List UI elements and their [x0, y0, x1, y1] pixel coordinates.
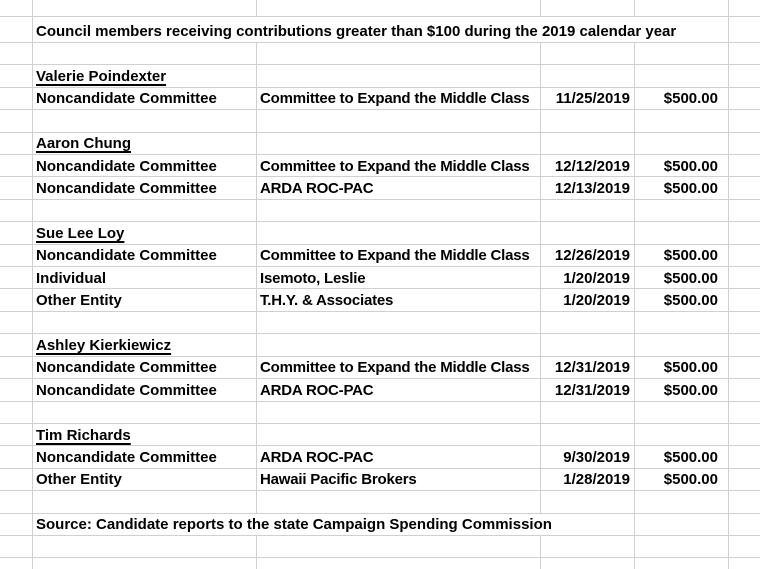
empty-cell[interactable]	[635, 200, 729, 222]
contributor-name-cell[interactable]	[257, 446, 541, 468]
amount-cell[interactable]	[635, 267, 729, 289]
empty-cell[interactable]	[257, 65, 541, 87]
sheet-row	[0, 17, 760, 43]
amount-cell-text: $500.00	[663, 180, 718, 198]
date-cell[interactable]	[541, 88, 635, 110]
empty-cell[interactable]	[0, 536, 33, 558]
date-cell-text: 12/31/2019	[554, 359, 630, 377]
contributor-name-cell[interactable]	[257, 88, 541, 110]
empty-cell[interactable]	[635, 491, 729, 513]
member-name-cell[interactable]	[33, 133, 257, 155]
date-cell-text: 11/25/2019	[555, 90, 630, 108]
empty-cell[interactable]	[729, 222, 760, 244]
empty-cell[interactable]	[729, 424, 760, 446]
empty-cell[interactable]	[33, 0, 257, 17]
empty-cell[interactable]	[729, 491, 760, 513]
empty-cell[interactable]	[635, 0, 729, 17]
empty-cell[interactable]	[729, 289, 760, 311]
amount-cell[interactable]	[635, 177, 729, 199]
sheet-row	[0, 245, 760, 267]
member-name-cell-text: Tim Richards	[36, 426, 131, 444]
empty-cell[interactable]	[635, 334, 729, 356]
contributor-type-cell-text: Noncandidate Committee	[36, 359, 217, 377]
date-cell[interactable]	[541, 155, 635, 177]
date-cell-text: 9/30/2019	[563, 448, 630, 466]
empty-cell[interactable]	[635, 222, 729, 244]
sheet-row	[0, 558, 760, 569]
contributor-type-cell[interactable]	[33, 155, 257, 177]
sheet-row	[0, 177, 760, 199]
sheet-row	[0, 357, 760, 379]
member-name-cell[interactable]	[33, 65, 257, 87]
empty-cell[interactable]	[541, 133, 635, 155]
empty-cell[interactable]	[729, 469, 760, 491]
empty-cell[interactable]	[33, 558, 257, 569]
sheet-row	[0, 469, 760, 491]
sheet-row	[0, 65, 760, 87]
empty-cell[interactable]	[729, 133, 760, 155]
empty-cell[interactable]	[0, 267, 33, 289]
amount-cell[interactable]	[635, 155, 729, 177]
contributor-name-cell-text: T.H.Y. & Associates	[260, 292, 394, 310]
sheet-row	[0, 88, 760, 110]
empty-cell[interactable]	[33, 402, 257, 424]
empty-cell[interactable]	[541, 424, 635, 446]
contributor-name-cell[interactable]	[257, 469, 541, 491]
empty-cell[interactable]	[257, 312, 541, 334]
empty-cell[interactable]	[0, 558, 33, 569]
empty-cell[interactable]	[635, 110, 729, 132]
empty-cell[interactable]	[729, 558, 760, 569]
date-cell[interactable]	[541, 177, 635, 199]
empty-cell[interactable]	[729, 514, 760, 536]
source-cell-text: Source: Candidate reports to the state Campaign Spending Commission	[36, 516, 552, 534]
date-cell-text: 12/31/2019	[554, 381, 630, 399]
empty-cell[interactable]	[0, 110, 33, 132]
amount-cell-text: $500.00	[663, 157, 718, 175]
empty-cell[interactable]	[729, 536, 760, 558]
empty-cell[interactable]	[729, 110, 760, 132]
sheet-row	[0, 43, 760, 65]
empty-cell[interactable]	[541, 110, 635, 132]
contributor-type-cell-text: Noncandidate Committee	[36, 381, 217, 399]
empty-cell[interactable]	[257, 0, 541, 17]
contributor-type-cell[interactable]	[33, 177, 257, 199]
empty-cell[interactable]	[0, 65, 33, 87]
member-name-cell-text: Valerie Poindexter	[36, 68, 167, 86]
empty-cell[interactable]	[541, 312, 635, 334]
date-cell-text: 12/26/2019	[554, 247, 630, 265]
empty-cell[interactable]	[729, 379, 760, 401]
member-name-cell-text: Sue Lee Loy	[36, 224, 125, 242]
empty-cell[interactable]	[0, 402, 33, 424]
amount-cell[interactable]	[635, 289, 729, 311]
date-cell-text: 12/12/2019	[554, 157, 630, 175]
contributor-type-cell[interactable]	[33, 289, 257, 311]
empty-cell[interactable]	[541, 491, 635, 513]
sheet-row	[0, 402, 760, 424]
contributor-name-cell[interactable]	[257, 177, 541, 199]
empty-cell[interactable]	[729, 155, 760, 177]
empty-cell[interactable]	[33, 200, 257, 222]
contributor-type-cell-text: Noncandidate Committee	[36, 180, 217, 198]
contributor-name-cell[interactable]	[257, 245, 541, 267]
empty-cell[interactable]	[0, 88, 33, 110]
sheet-row	[0, 424, 760, 446]
contributor-type-cell[interactable]	[33, 245, 257, 267]
empty-cell[interactable]	[0, 177, 33, 199]
empty-cell[interactable]	[635, 536, 729, 558]
amount-cell-text: $500.00	[663, 381, 718, 399]
sheet-row	[0, 155, 760, 177]
empty-cell[interactable]	[33, 312, 257, 334]
date-cell-text: 1/28/2019	[563, 471, 630, 489]
empty-cell[interactable]	[635, 65, 729, 87]
member-name-cell-text: Aaron Chung	[36, 135, 131, 153]
contributor-type-cell-text: Noncandidate Committee	[36, 157, 217, 175]
contributor-type-cell[interactable]	[33, 267, 257, 289]
date-cell-text: 1/20/2019	[563, 269, 630, 287]
sheet-row	[0, 334, 760, 356]
contributor-type-cell[interactable]	[33, 357, 257, 379]
contributor-name-cell-text: Isemoto, Leslie	[260, 269, 366, 287]
empty-cell[interactable]	[257, 491, 541, 513]
amount-cell-text: $500.00	[663, 471, 718, 489]
date-cell[interactable]	[541, 469, 635, 491]
title-cell-text: Council members receiving contributions greater than $100 during the 2019 calendar year	[36, 23, 677, 41]
contributor-name-cell-text: ARDA ROC-PAC	[260, 180, 374, 198]
member-name-cell-text: Ashley Kierkiewicz	[36, 336, 172, 354]
contributor-type-cell-text: Noncandidate Committee	[36, 90, 217, 108]
empty-cell[interactable]	[0, 133, 33, 155]
amount-cell-text: $500.00	[663, 359, 718, 377]
empty-cell[interactable]	[0, 0, 33, 17]
contributor-name-cell-text: Committee to Expand the Middle Class	[260, 157, 530, 175]
empty-cell[interactable]	[0, 155, 33, 177]
empty-cell[interactable]	[635, 558, 729, 569]
amount-cell-text: $500.00	[663, 247, 718, 265]
date-cell-text: 12/13/2019	[554, 180, 630, 198]
contributor-name-cell-text: ARDA ROC-PAC	[260, 381, 374, 399]
empty-cell[interactable]	[541, 43, 635, 65]
amount-cell[interactable]	[635, 357, 729, 379]
sheet-row	[0, 222, 760, 244]
empty-cell[interactable]	[635, 43, 729, 65]
sheet-row	[0, 289, 760, 311]
contributor-name-cell-text: Committee to Expand the Middle Class	[260, 90, 530, 108]
empty-cell[interactable]	[541, 0, 635, 17]
contributor-name-cell-text: ARDA ROC-PAC	[260, 448, 374, 466]
amount-cell[interactable]	[635, 245, 729, 267]
empty-cell[interactable]	[635, 312, 729, 334]
contributor-type-cell-text: Individual	[36, 269, 107, 287]
amount-cell[interactable]	[635, 446, 729, 468]
empty-cell[interactable]	[0, 312, 33, 334]
empty-cell[interactable]	[729, 402, 760, 424]
empty-cell[interactable]	[0, 222, 33, 244]
empty-cell[interactable]	[0, 334, 33, 356]
empty-cell[interactable]	[0, 379, 33, 401]
amount-cell-text: $500.00	[663, 292, 718, 310]
sheet-row	[0, 267, 760, 289]
empty-cell[interactable]	[729, 245, 760, 267]
empty-cell[interactable]	[0, 357, 33, 379]
empty-cell[interactable]	[0, 469, 33, 491]
contributor-type-cell[interactable]	[33, 446, 257, 468]
empty-cell[interactable]	[729, 177, 760, 199]
contributor-name-cell-text: Committee to Expand the Middle Class	[260, 359, 530, 377]
source-cell[interactable]	[33, 514, 635, 536]
contributor-name-cell[interactable]	[257, 379, 541, 401]
date-cell[interactable]	[541, 446, 635, 468]
empty-cell[interactable]	[33, 536, 257, 558]
contributor-type-cell-text: Noncandidate Committee	[36, 448, 217, 466]
empty-cell[interactable]	[729, 17, 760, 43]
empty-cell[interactable]	[541, 222, 635, 244]
empty-cell[interactable]	[0, 200, 33, 222]
empty-cell[interactable]	[0, 289, 33, 311]
sheet-row	[0, 514, 760, 536]
empty-cell[interactable]	[635, 424, 729, 446]
empty-cell[interactable]	[729, 88, 760, 110]
date-cell[interactable]	[541, 379, 635, 401]
contributor-name-cell-text: Hawaii Pacific Brokers	[260, 471, 417, 489]
contributor-name-cell[interactable]	[257, 267, 541, 289]
date-cell[interactable]	[541, 289, 635, 311]
sheet-row	[0, 536, 760, 558]
sheet-row	[0, 446, 760, 468]
amount-cell[interactable]	[635, 379, 729, 401]
empty-cell[interactable]	[729, 65, 760, 87]
empty-cell[interactable]	[0, 17, 33, 43]
amount-cell-text: $500.00	[663, 90, 718, 108]
date-cell-text: 1/20/2019	[563, 292, 630, 310]
empty-cell[interactable]	[0, 245, 33, 267]
empty-cell[interactable]	[729, 446, 760, 468]
empty-cell[interactable]	[0, 491, 33, 513]
date-cell[interactable]	[541, 245, 635, 267]
contributor-name-cell-text: Committee to Expand the Middle Class	[260, 247, 530, 265]
member-name-cell[interactable]	[33, 424, 257, 446]
amount-cell-text: $500.00	[663, 269, 718, 287]
empty-cell[interactable]	[635, 133, 729, 155]
empty-cell[interactable]	[257, 402, 541, 424]
empty-cell[interactable]	[33, 491, 257, 513]
empty-cell[interactable]	[257, 200, 541, 222]
amount-cell-text: $500.00	[663, 448, 718, 466]
sheet-row	[0, 379, 760, 401]
empty-cell[interactable]	[257, 43, 541, 65]
empty-cell[interactable]	[729, 312, 760, 334]
amount-cell[interactable]	[635, 469, 729, 491]
empty-cell[interactable]	[541, 558, 635, 569]
empty-cell[interactable]	[729, 0, 760, 17]
sheet-row	[0, 200, 760, 222]
title-cell[interactable]	[33, 17, 729, 43]
contributor-name-cell[interactable]	[257, 357, 541, 379]
contributor-name-cell[interactable]	[257, 155, 541, 177]
sheet-row	[0, 110, 760, 132]
empty-cell[interactable]	[0, 514, 33, 536]
empty-cell[interactable]	[729, 200, 760, 222]
empty-cell[interactable]	[257, 133, 541, 155]
empty-cell[interactable]	[729, 357, 760, 379]
sheet-row	[0, 0, 760, 17]
empty-cell[interactable]	[0, 424, 33, 446]
empty-cell[interactable]	[635, 402, 729, 424]
contributor-type-cell-text: Noncandidate Committee	[36, 247, 217, 265]
empty-cell[interactable]	[0, 43, 33, 65]
contributor-name-cell[interactable]	[257, 289, 541, 311]
amount-cell[interactable]	[635, 88, 729, 110]
date-cell[interactable]	[541, 267, 635, 289]
empty-cell[interactable]	[33, 43, 257, 65]
contributor-type-cell-text: Other Entity	[36, 292, 122, 310]
empty-cell[interactable]	[729, 267, 760, 289]
contributor-type-cell[interactable]	[33, 469, 257, 491]
empty-cell[interactable]	[257, 536, 541, 558]
contributor-type-cell[interactable]	[33, 379, 257, 401]
member-name-cell[interactable]	[33, 334, 257, 356]
empty-cell[interactable]	[0, 446, 33, 468]
empty-cell[interactable]	[541, 65, 635, 87]
empty-cell[interactable]	[257, 558, 541, 569]
member-name-cell[interactable]	[33, 222, 257, 244]
contributor-type-cell-text: Other Entity	[36, 471, 122, 489]
sheet-row	[0, 312, 760, 334]
empty-cell[interactable]	[257, 222, 541, 244]
sheet-row	[0, 491, 760, 513]
empty-cell[interactable]	[257, 334, 541, 356]
date-cell[interactable]	[541, 357, 635, 379]
empty-cell[interactable]	[257, 424, 541, 446]
sheet-row	[0, 133, 760, 155]
empty-cell[interactable]	[33, 110, 257, 132]
empty-cell[interactable]	[729, 43, 760, 65]
empty-cell[interactable]	[541, 200, 635, 222]
empty-cell[interactable]	[635, 514, 729, 536]
empty-cell[interactable]	[541, 402, 635, 424]
empty-cell[interactable]	[541, 536, 635, 558]
empty-cell[interactable]	[257, 110, 541, 132]
empty-cell[interactable]	[729, 334, 760, 356]
empty-cell[interactable]	[541, 334, 635, 356]
contributor-type-cell[interactable]	[33, 88, 257, 110]
